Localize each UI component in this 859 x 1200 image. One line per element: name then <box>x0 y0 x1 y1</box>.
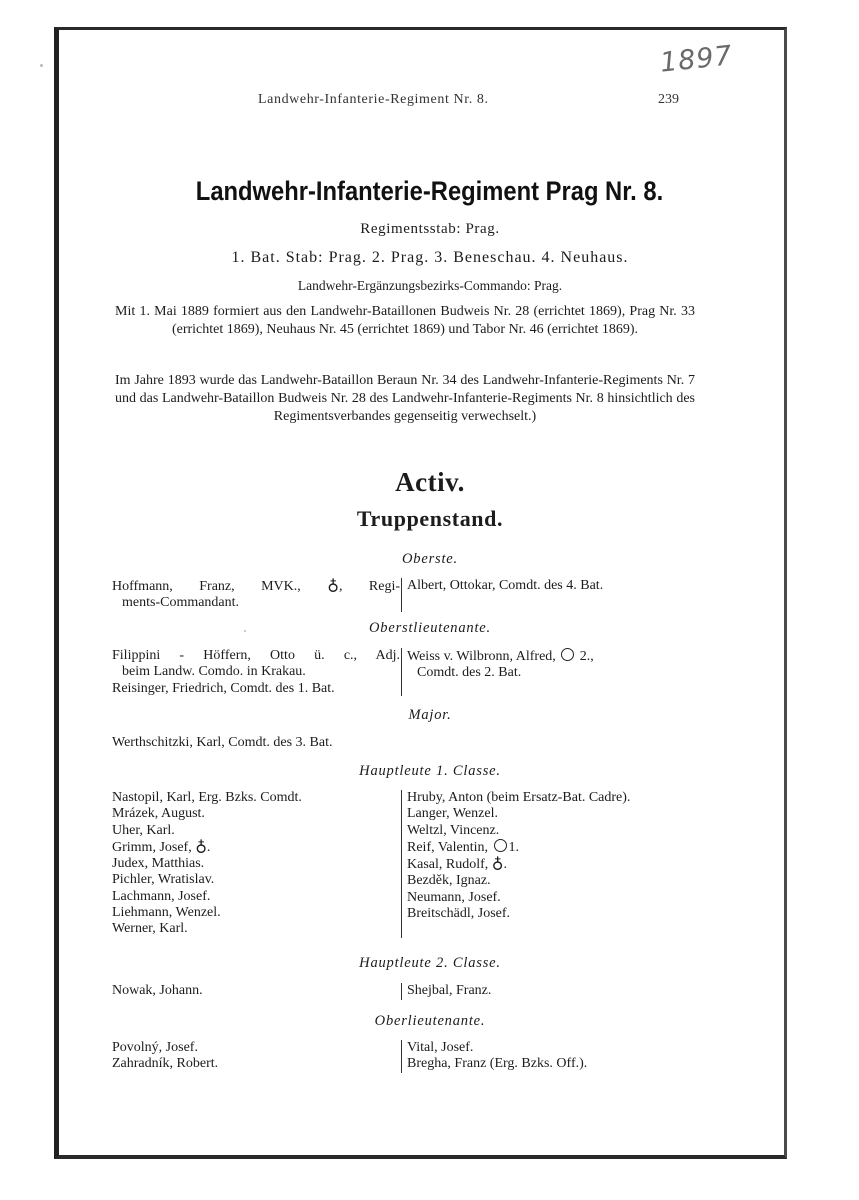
hauptleute1-right-list <box>407 790 697 922</box>
column-divider <box>401 1040 402 1073</box>
history-paragraph-2: Im Jahre 1893 wurde das Landwehr-Bataillon Beraun Nr. 34 des Landwehr-Infanterie-Regiments Nr. 7 und das Landwehr-Bataillon Budweis Nr. 28 des Landwehr-Infanterie-Regiments Nr. 8 hinsichtlich des Regimentsverbandes gegenseitig verwechselt.) <box>115 373 695 425</box>
oberste-left-line-1: Hoffmann, Franz, MVK., ♁, Regi- <box>112 577 401 594</box>
regimentsstab-line: Regimentsstab: Prag. <box>360 221 500 237</box>
hauptleute2-right-entry: Shejbal, Franz. <box>407 983 492 998</box>
oberste-right-entry: Albert, Ottokar, Comdt. des 4. Bat. <box>407 578 604 593</box>
list-item <box>407 856 697 873</box>
scan-speck <box>40 64 43 67</box>
page-number: 239 <box>658 92 679 107</box>
oberste-left-name: Hoffmann, Franz, MVK., <box>112 579 301 594</box>
rank-heading-oberleutnante: Oberlieutenante. <box>374 1013 486 1029</box>
oberstleutnante-right-line-1 <box>407 648 697 665</box>
decoration-ring-icon <box>494 839 507 852</box>
list-item <box>407 839 697 856</box>
column-divider <box>401 790 402 938</box>
major-entry: Werthschitzki, Karl, Comdt. des 3. Bat. <box>112 735 333 750</box>
oberstleutnante-left-entries <box>112 648 400 697</box>
list-item: Lachmann, Josef. <box>112 888 211 904</box>
oberstleutnante-left-line-1: Filippini - Höffern, Otto ü. c., Adj. <box>112 648 400 663</box>
oberstleutnante-left-line-2: beim Landw. Comdo. in Krakau. <box>122 664 306 680</box>
rank-heading-hauptleute-1: Hauptleute 1. Classe. <box>359 763 501 779</box>
list-item <box>112 839 400 856</box>
list-item: Liehmann, Wenzel. <box>112 905 221 921</box>
ergaenzung-line: Landwehr-Ergänzungsbezirks-Commando: Prag. <box>297 278 563 293</box>
hauptleute1-left-list <box>112 790 400 938</box>
list-item-dot: . <box>503 857 507 873</box>
oberstleutnante-right-entry <box>407 648 697 682</box>
list-item: Breitschädl, Josef. <box>407 906 511 922</box>
list-item-name: Kasal, Rudolf, <box>407 857 489 873</box>
oberstleutnante-right-name: Weiss v. Wilbronn, Alfred, <box>407 649 556 664</box>
list-item: Pichler, Wratislav. <box>112 872 215 888</box>
decoration-cross-icon: ♁ <box>327 577 339 594</box>
rank-heading-oberste: Oberste. <box>402 551 458 567</box>
rank-heading-hauptleute-2: Hauptleute 2. Classe. <box>359 955 501 971</box>
list-item: Uher, Karl. <box>112 822 175 838</box>
list-item: Weltzl, Vincenz. <box>407 822 500 838</box>
list-item: Werner, Karl. <box>112 921 188 937</box>
section-heading: Activ. <box>395 467 465 497</box>
list-item: Mrázek, August. <box>112 806 205 822</box>
list-item: Zahradník, Robert. <box>112 1056 219 1072</box>
column-divider <box>401 648 402 696</box>
oberleutnante-right-list <box>407 1040 697 1073</box>
list-item: Povolný, Josef. <box>112 1040 198 1055</box>
page-title: Landwehr-Infanterie-Regiment Prag Nr. 8. <box>195 176 664 206</box>
list-item: Nastopil, Karl, Erg. Bzks. Comdt. <box>112 790 302 805</box>
list-item: Langer, Wenzel. <box>407 806 498 822</box>
list-item-name: Reif, Valentin, <box>407 839 489 855</box>
list-item: Vital, Josef. <box>407 1040 474 1055</box>
list-item: Hruby, Anton (beim Ersatz-Bat. Cadre). <box>407 790 631 805</box>
list-item: Bregha, Franz (Erg. Bzks. Off.). <box>407 1056 588 1072</box>
bataillone-line: 1. Bat. Stab: Prag. 2. Prag. 3. Beneschau. 4. Neuhaus. <box>231 249 629 266</box>
list-item: Neumann, Josef. <box>407 889 501 905</box>
decoration-cross-icon: ♁ <box>195 837 207 855</box>
scan-speck <box>244 630 246 632</box>
list-item: Bezděk, Ignaz. <box>407 873 491 889</box>
oberleutnante-left-list <box>112 1040 400 1073</box>
list-item-dot: . <box>206 839 211 855</box>
oberste-left-entry <box>112 578 400 612</box>
oberstleutnante-left-line-3: Reisinger, Friedrich, Comdt. des 1. Bat. <box>112 680 335 696</box>
oberste-left-line-2: ments-Commandant. <box>122 595 240 611</box>
subsection-heading: Truppenstand. <box>356 506 504 531</box>
oberstleutnante-right-class: 2., <box>579 649 594 664</box>
handwritten-year-note: 1897 <box>658 40 735 79</box>
hauptleute2-left-entry: Nowak, Johann. <box>112 983 203 998</box>
column-divider <box>401 578 402 612</box>
list-item-class: 1. <box>508 839 520 855</box>
oberstleutnante-right-line-2: Comdt. des 2. Bat. <box>417 665 522 681</box>
oberste-left-hyphen: Regi- <box>368 579 401 594</box>
history-paragraph-1: Mit 1. Mai 1889 formiert aus den Landwehr-Bataillonen Budweis Nr. 28 (errichtet 1869), Prag Nr. 33 (errichtet 1869), Neuhaus Nr. 45 (errichtet 1869) und Tabor Nr. 46 (errichtet 1869). <box>115 304 695 338</box>
decoration-cross-icon: ♁ <box>491 855 504 873</box>
list-item: Judex, Matthias. <box>112 856 205 872</box>
rank-heading-oberstleutnante: Oberstlieutenante. <box>369 620 491 636</box>
rank-heading-major: Major. <box>408 707 452 723</box>
running-head: Landwehr-Infanterie-Regiment Nr. 8. <box>258 92 489 107</box>
decoration-ring-icon <box>561 648 574 661</box>
list-item-name: Grimm, Josef, <box>112 839 192 855</box>
column-divider <box>401 983 402 1000</box>
